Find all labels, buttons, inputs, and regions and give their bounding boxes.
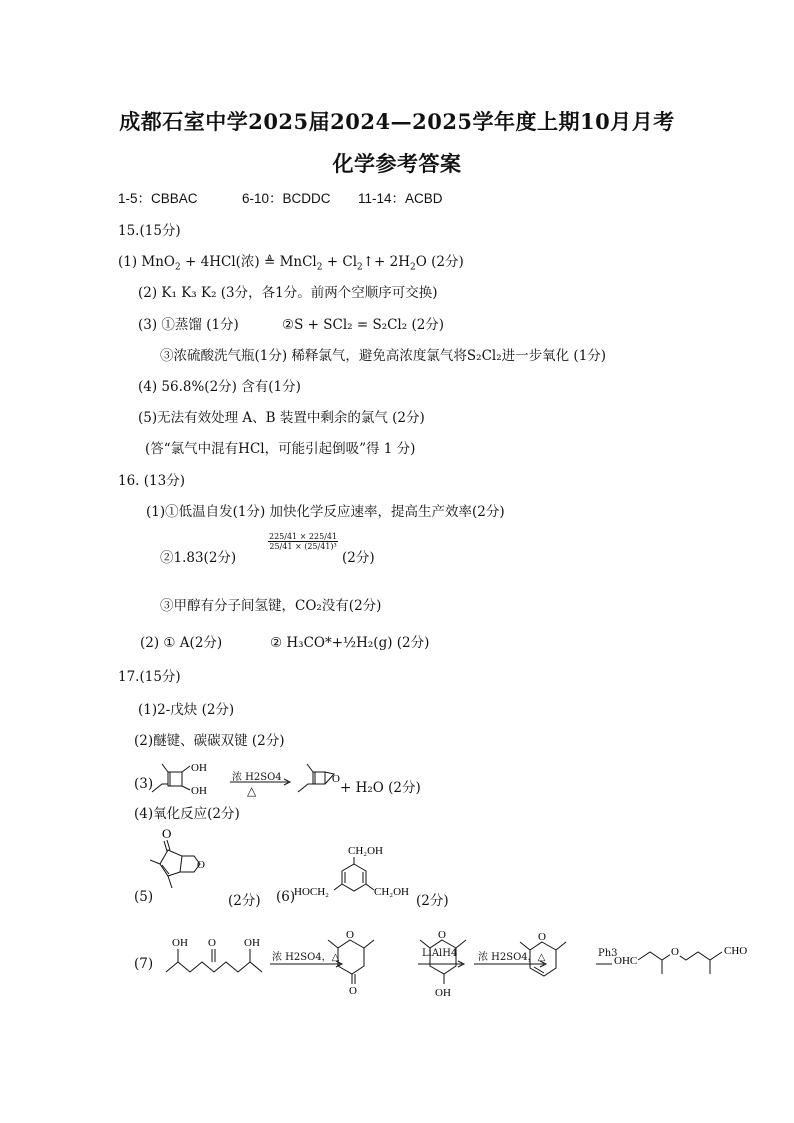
q17-part7-label: (7) — [134, 956, 154, 972]
q16-part2a: ②1.83(2分) — [160, 550, 237, 566]
aldehyde-label: CHO — [724, 945, 748, 957]
route-step3-reagent: 浓 H2SO4，△ — [478, 952, 546, 963]
hydroxyl-label: OH — [435, 987, 451, 999]
q15-equation: (1) MnO$_2$ + 4HCl(浓) ≜ MnCl$_2$ + $Cl_2↑+ 2H_2O$ (2分) — [118, 254, 464, 273]
ketone-oxygen-label: O — [208, 937, 216, 949]
fraction-numerator: 225/41 × 225/41 — [269, 532, 338, 541]
q17-part3-condition: 浓 H2SO4 — [232, 772, 282, 783]
page-title: 成都石室中学2025届2024—2025学年度上期10月月考 — [119, 109, 675, 134]
ketone-oxygen-label: O — [349, 985, 357, 996]
ether-oxygen-label: O — [671, 946, 679, 958]
q17-heading: 17.(15分) — [118, 669, 181, 685]
q16-part1: (1)①低温自发(1分) 加快化学反应速率，提高生产效率(2分) — [146, 504, 505, 520]
dialdehyde-ether-structure — [614, 936, 764, 980]
ring-oxygen-label: O — [346, 929, 354, 941]
ch2oh-label: CH₂OH — [348, 845, 384, 857]
q17-part1: (1)2-戊炔 (2分) — [138, 702, 235, 718]
bicyclic-ether-structure — [296, 762, 346, 798]
benzene-trimethanol-structure — [294, 842, 414, 902]
hoch2-label: HOCH₂ — [294, 886, 330, 898]
fraction-denominator: 25/41 × (25/41)³ — [269, 542, 337, 551]
q17-part2: (2)醚键、碳碳双键 (2分) — [134, 733, 285, 749]
q17-part6-label: (6) — [276, 889, 296, 905]
q15-eq-part: + Cl — [322, 254, 358, 270]
diol-cyclobutene-structure — [150, 760, 230, 800]
dihydropyran-structure — [508, 928, 588, 984]
q16-part4a: (2) ① A(2分) — [140, 635, 223, 651]
q15-part5-note: (答“氯气中混有HCl，可能引起倒吸”得 1 分) — [145, 441, 416, 457]
aldehyde-label: OHC — [614, 955, 638, 967]
page-subtitle: 化学参考答案 — [332, 151, 462, 176]
route-step1-reagent: 浓 H2SO4，△ — [272, 952, 340, 963]
q17-part3-label: (3) — [134, 776, 154, 792]
ether-oxygen-label: O — [332, 773, 340, 785]
ch2oh-label: CH₂OH — [374, 886, 410, 898]
q15-part5: (5)无法有效处理 A、B 装置中剩余的氯气 (2分) — [138, 410, 425, 426]
q15-part2: (2) K₁ K₃ K₂ (3分，各1分。前两个空顺序可交换) — [138, 285, 438, 301]
q15-eq-part: ↑+ 2H — [362, 254, 411, 270]
route-step2-reagent: LiAlH4 — [422, 948, 458, 959]
hydroxyl-label: OH — [191, 785, 207, 797]
reaction-arrow-icon — [230, 778, 294, 786]
route-step4-reagent: Ph3 — [598, 948, 618, 959]
q17-part3-product: + H₂O (2分) — [340, 780, 421, 796]
hydroxyl-label: OH — [172, 937, 188, 949]
heat-symbol: △ — [247, 784, 257, 798]
choice-answers-3: 11-14：ACBD — [358, 191, 443, 206]
q17-part5-score: (2分) — [228, 893, 261, 909]
bicyclic-ketone-structure — [150, 826, 220, 898]
q16-fraction — [268, 532, 338, 551]
q16-part2b: (2分) — [342, 550, 375, 566]
ring-oxygen-label: O — [197, 859, 205, 871]
q17-part6-score: (2分) — [416, 893, 449, 909]
q15-part4: (4) 56.8%(2分) 含有(1分) — [138, 379, 301, 395]
q17-part4: (4)氧化反应(2分) — [134, 806, 240, 822]
choice-answers-1: 1-5：CBBAC — [118, 191, 198, 206]
q15-eq-part: + 4HCl(浓) ≜ MnCl — [180, 254, 317, 270]
q15-eq-part: O (2分) — [415, 254, 464, 270]
q15-part3a: (3) ①蒸馏 (1分) — [138, 317, 239, 333]
hydroxyl-label: OH — [244, 937, 260, 949]
reaction-arrow-icon — [596, 960, 616, 968]
ketone-oxygen-label: O — [162, 826, 172, 841]
q17-part5-label: (5) — [134, 889, 154, 905]
dihydroxy-ketone-structure — [156, 934, 276, 980]
ring-oxygen-label: O — [438, 929, 446, 941]
choice-answers-2: 6-10：BCDDC — [242, 191, 331, 206]
hydroxyl-label: OH — [191, 762, 207, 774]
q15-part3b: ②S + SCl₂ = S₂Cl₂ (2分) — [282, 317, 445, 333]
q15-part3c: ③浓硫酸洗气瓶(1分) 稀释氯气，避免高浓度氯气将S₂Cl₂进一步氧化 (1分) — [160, 348, 607, 364]
q16-heading: 16. (13分) — [118, 473, 185, 489]
q16-part4b: ② H₃CO*+½H₂(g) (2分) — [270, 635, 430, 651]
q15-eq-part: (1) MnO — [118, 254, 175, 270]
tetrahydropyranone-structure — [316, 926, 396, 996]
q15-heading: 15.(15分) — [118, 223, 181, 239]
ring-oxygen-label: O — [538, 931, 546, 943]
q16-part3: ③甲醇有分子间氢键，CO₂没有(2分) — [160, 598, 382, 614]
